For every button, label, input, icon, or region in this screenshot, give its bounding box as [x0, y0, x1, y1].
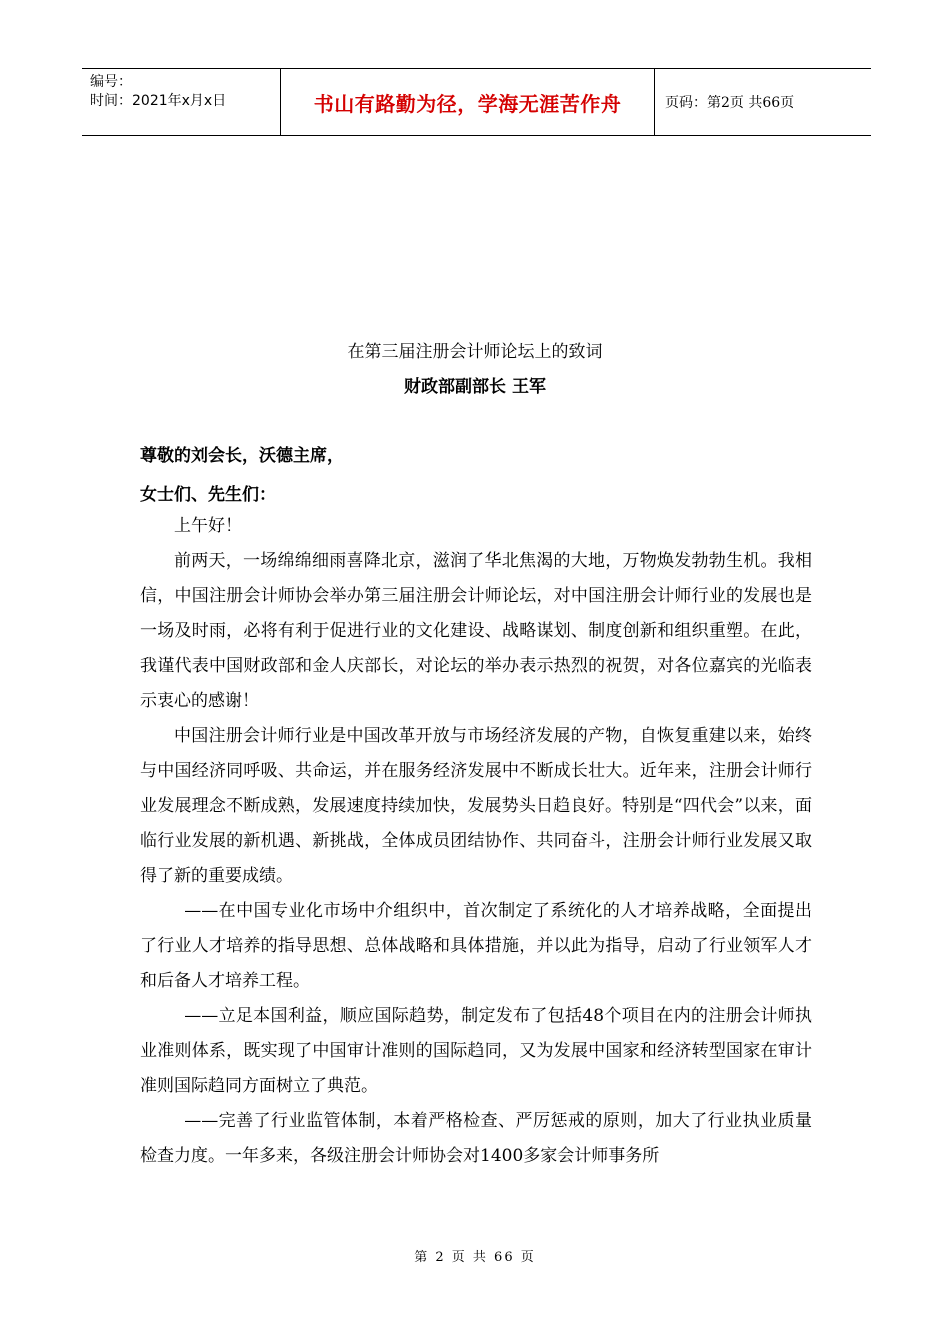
motto-text: 书山有路勤为径，学海无涯苦作舟 — [313, 91, 622, 116]
paragraph-greeting: 上午好！ — [174, 516, 242, 536]
number-label: 编号： — [90, 74, 132, 90]
header-info-cell — [82, 69, 281, 135]
header-page-cell — [655, 69, 871, 135]
salutation-line-1: 尊敬的刘会长，沃德主席， — [140, 446, 344, 466]
document-body — [140, 509, 812, 1174]
paragraph: 中国注册会计师行业是中国改革开放与市场经济发展的产物，自恢复重建以来，始终与中国经济同呼吸、共命运，并在服务经济发展中不断成长壮大。近年来，注册会计师行业发展理念不断成熟，发展速度持续加快，发展势头日趋良好。特别是“四代会”以来，面临行业发展的新机遇、新挑战，全体成员团结协作、共同奋斗，注册会计师行业发展又取得了新的重要成绩。 — [140, 726, 812, 886]
paragraph: ——立足本国利益，顺应国际趋势，制定发布了包括48个项目在内的注册会计师执业准则体系，既实现了中国审计准则的国际趋同，又为发展中国家和经济转型国家在审计准则国际趋同方面树立了典范。 — [140, 1006, 812, 1096]
paragraph: ——在中国专业化市场中介组织中，首次制定了系统化的人才培养战略，全面提出了行业人才培养的指导思想、总体战略和具体措施，并以此为指导，启动了行业领军人才和后备人才培养工程。 — [140, 901, 812, 991]
header-table — [82, 68, 871, 136]
paragraph: 前两天，一场绵绵细雨喜降北京，滋润了华北焦渴的大地，万物焕发勃勃生机。我相信，中国注册会计师协会举办第三届注册会计师论坛，对中国注册会计师行业的发展也是一场及时雨，必将有利于促进行业的文化建设、战略谋划、制度创新和组织重塑。在此，我谨代表中国财政部和金人庆部长，对论坛的举办表示热烈的祝贺，对各位嘉宾的光临表示衷心的感谢！ — [140, 551, 812, 711]
salutation-line-2: 女士们、先生们： — [140, 485, 276, 505]
document-author: 财政部副部长 王军 — [404, 377, 546, 397]
page-code: 页码：第2页 共66页 — [665, 95, 795, 111]
time-label: 时间：2021年x月x日 — [90, 93, 227, 109]
paragraph: ——完善了行业监管体制，本着严格检查、严厉惩戒的原则，加大了行业执业质量检查力度。一年多来，各级注册会计师协会对1400多家会计师事务所 — [140, 1111, 812, 1166]
page-footer: 第 2 页 共 66 页 — [414, 1250, 536, 1265]
header-motto-cell — [281, 69, 655, 135]
document-title: 在第三届注册会计师论坛上的致词 — [347, 342, 603, 362]
